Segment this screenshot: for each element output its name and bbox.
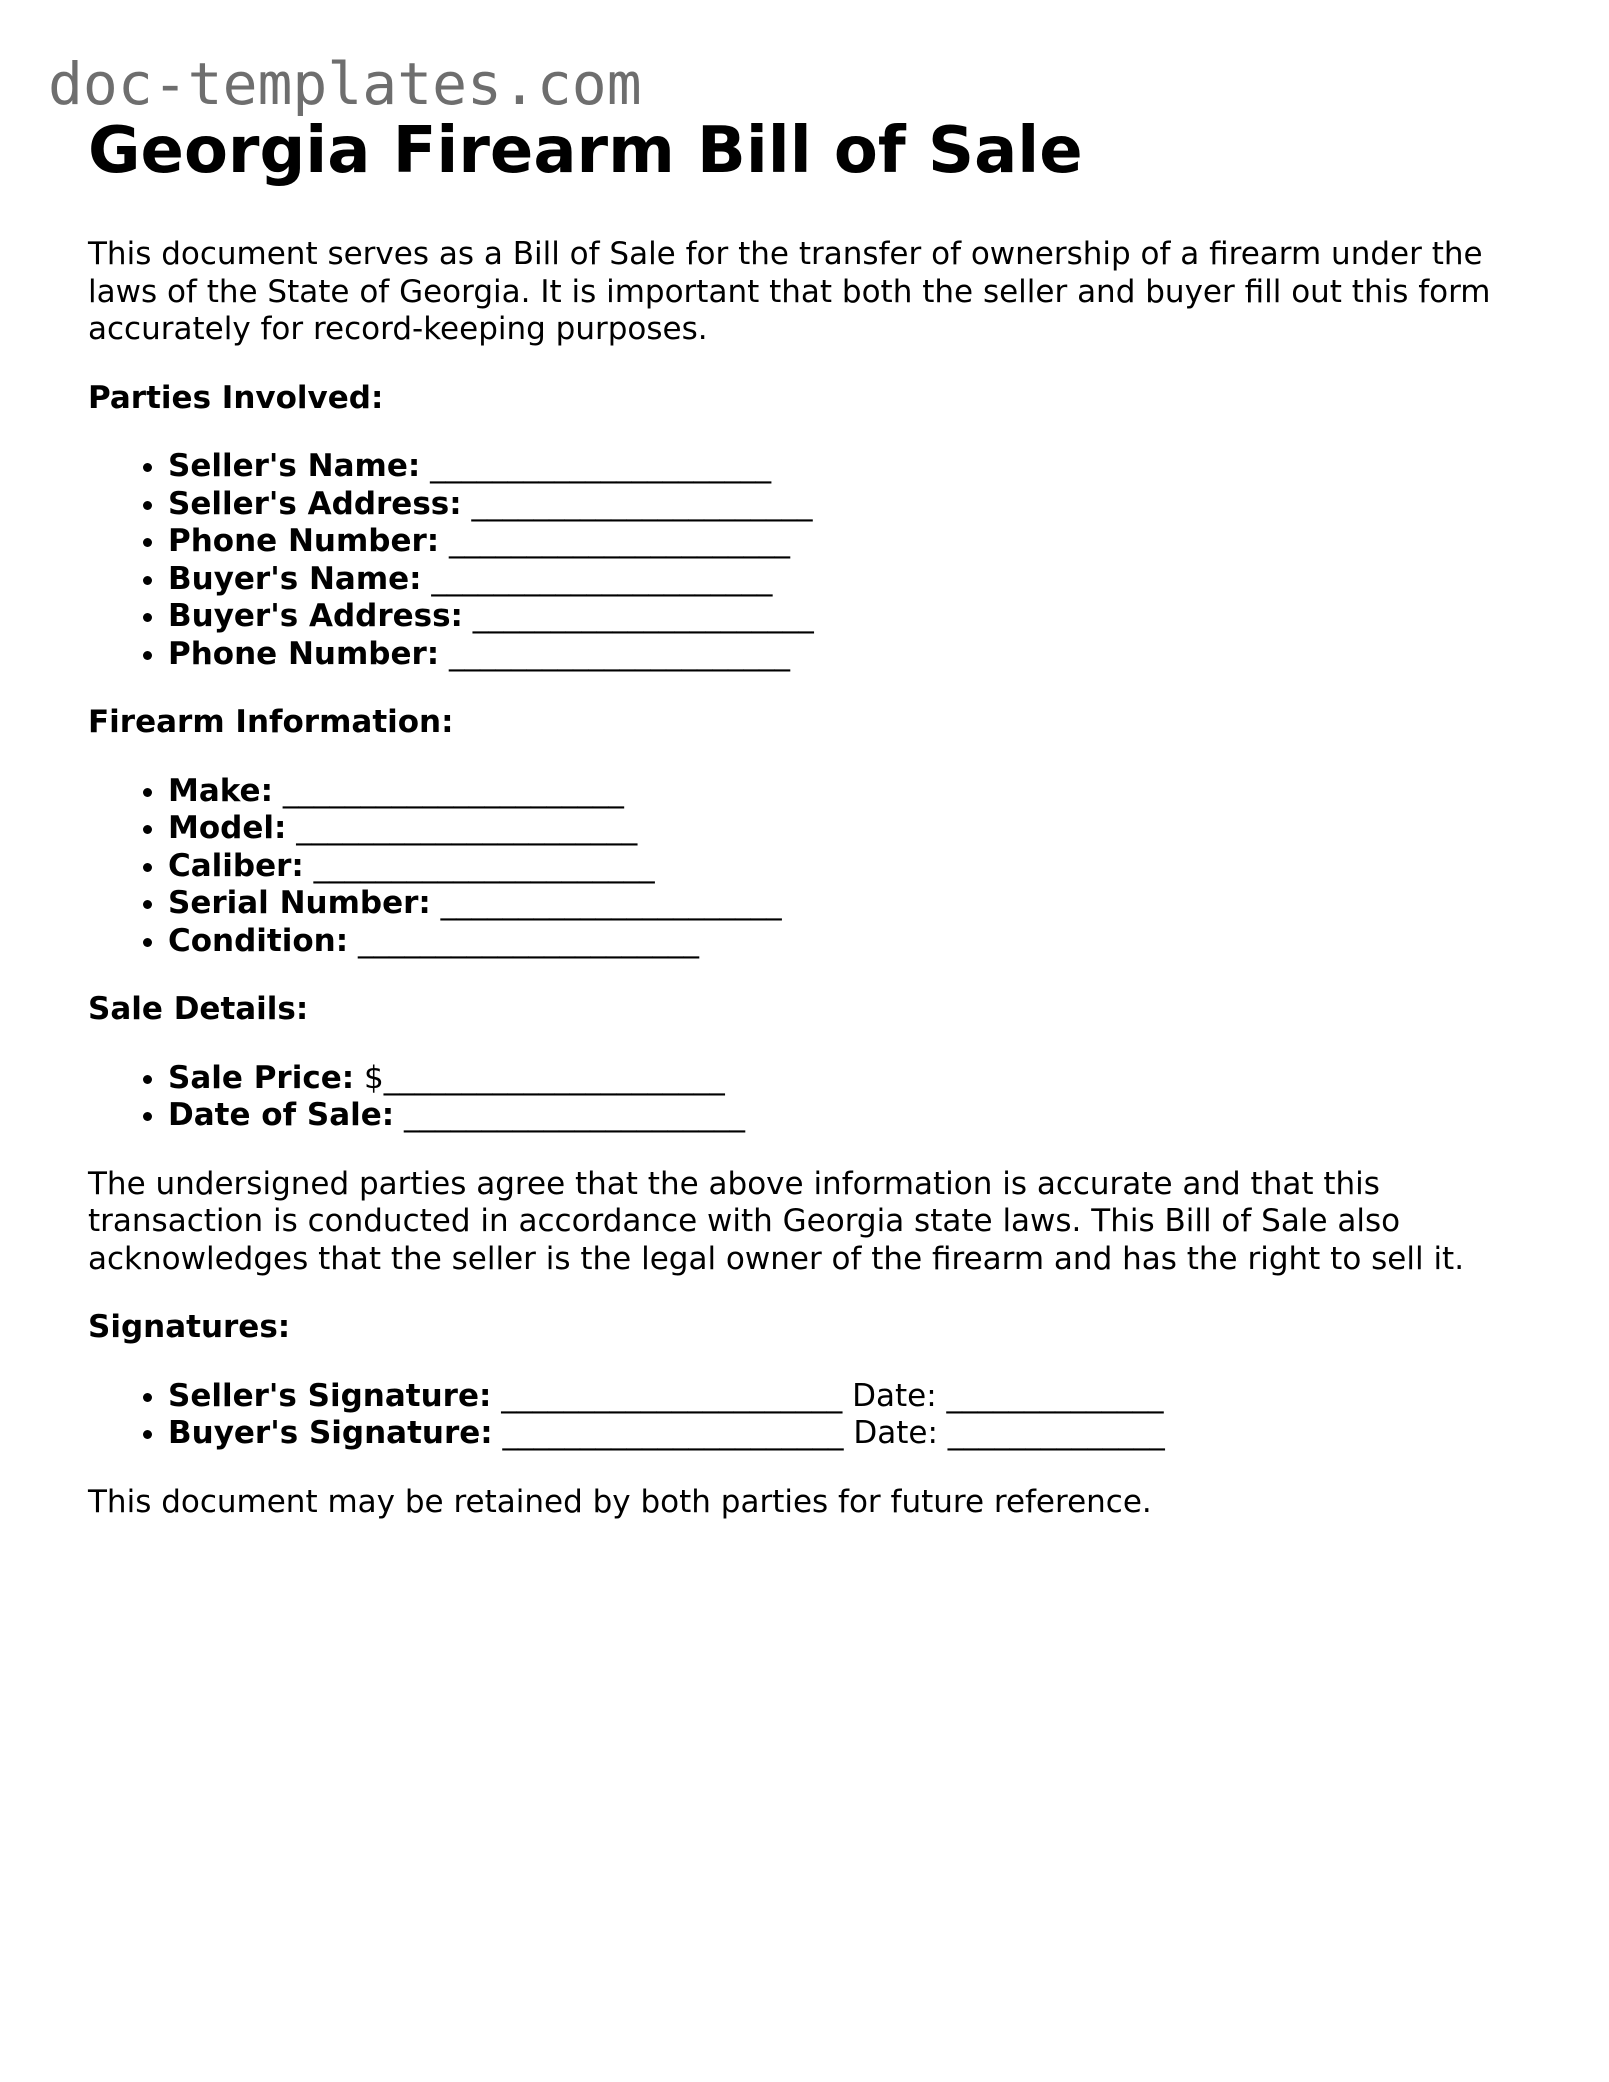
- document-title: Georgia Firearm Bill of Sale: [88, 114, 1083, 188]
- signatures-list: [88, 1378, 1528, 1453]
- list-item: [168, 810, 1528, 848]
- firearm-list: [88, 773, 1528, 961]
- parties-list: [88, 448, 1528, 673]
- list-item: [168, 448, 1528, 486]
- list-item: [168, 923, 1528, 961]
- field-label: Buyer's Signature:: [168, 1415, 493, 1451]
- list-item: [168, 1097, 1528, 1135]
- agreement-paragraph: The undersigned parties agree that the above information is accurate and that this transaction is conducted in accordance with Georgia state laws. This Bill of Sale also acknowledges that the seller is the legal owner of the firearm and has the right to sell it.: [88, 1165, 1465, 1277]
- sale-list: [88, 1060, 1528, 1135]
- make-field[interactable]: ______________________: [272, 772, 624, 809]
- field-label: Sale Price:: [168, 1059, 355, 1096]
- list-item: [168, 848, 1528, 886]
- buyer-phone-field[interactable]: ______________________: [439, 635, 791, 672]
- condition-field[interactable]: ______________________: [348, 922, 700, 959]
- parties-heading: Parties Involved:: [88, 379, 384, 416]
- seller-address-field[interactable]: ______________________: [461, 485, 813, 522]
- caliber-field[interactable]: ______________________: [303, 847, 655, 884]
- field-label: Model:: [168, 810, 287, 846]
- list-item: [168, 561, 1528, 599]
- date-of-sale-field[interactable]: ______________________: [394, 1097, 746, 1133]
- list-item: [168, 598, 1528, 636]
- field-label: Seller's Address:: [168, 485, 462, 522]
- footer-note: This document may be retained by both parties for future reference.: [88, 1483, 1152, 1520]
- list-item: [168, 1060, 1528, 1098]
- list-item: [168, 1378, 1528, 1416]
- seller-name-field[interactable]: ______________________: [420, 448, 772, 484]
- sale-price-field[interactable]: $______________________: [354, 1059, 725, 1096]
- intro-paragraph: This document serves as a Bill of Sale for the transfer of ownership of a firearm under the laws of the State of Georgia. It is important that both the seller and buyer fill out this form accurately for record-keeping purposes.: [88, 236, 1491, 347]
- list-item: [168, 1415, 1528, 1453]
- serial-number-field[interactable]: ______________________: [430, 885, 782, 921]
- buyer-name-field[interactable]: ______________________: [421, 560, 773, 597]
- field-label: Seller's Signature:: [168, 1377, 492, 1414]
- field-label: Buyer's Address:: [168, 598, 463, 634]
- signatures-heading: Signatures:: [88, 1309, 291, 1345]
- seller-phone-field[interactable]: ______________________: [439, 523, 791, 559]
- list-item: [168, 523, 1528, 561]
- document-body: [88, 110, 1528, 1521]
- buyer-address-field[interactable]: ______________________: [462, 598, 814, 634]
- field-label: Phone Number:: [168, 635, 440, 672]
- sale-heading: Sale Details:: [88, 991, 309, 1027]
- firearm-heading: Firearm Information:: [88, 704, 454, 740]
- watermark: doc-templates.com: [48, 50, 642, 118]
- seller-signature-field[interactable]: ______________________ Date: ______________: [491, 1377, 1164, 1414]
- buyer-signature-field[interactable]: ______________________ Date: ______________: [492, 1415, 1165, 1451]
- list-item: [168, 773, 1528, 811]
- list-item: [168, 885, 1528, 923]
- field-label: Caliber:: [168, 847, 304, 884]
- field-label: Date of Sale:: [168, 1097, 395, 1133]
- field-label: Condition:: [168, 922, 349, 959]
- field-label: Phone Number:: [168, 523, 440, 559]
- list-item: [168, 486, 1528, 524]
- field-label: Seller's Name:: [168, 448, 421, 484]
- list-item: [168, 636, 1528, 674]
- field-label: Buyer's Name:: [168, 560, 422, 597]
- field-label: Make:: [168, 772, 273, 809]
- field-label: Serial Number:: [168, 885, 431, 921]
- model-field[interactable]: ______________________: [286, 810, 638, 846]
